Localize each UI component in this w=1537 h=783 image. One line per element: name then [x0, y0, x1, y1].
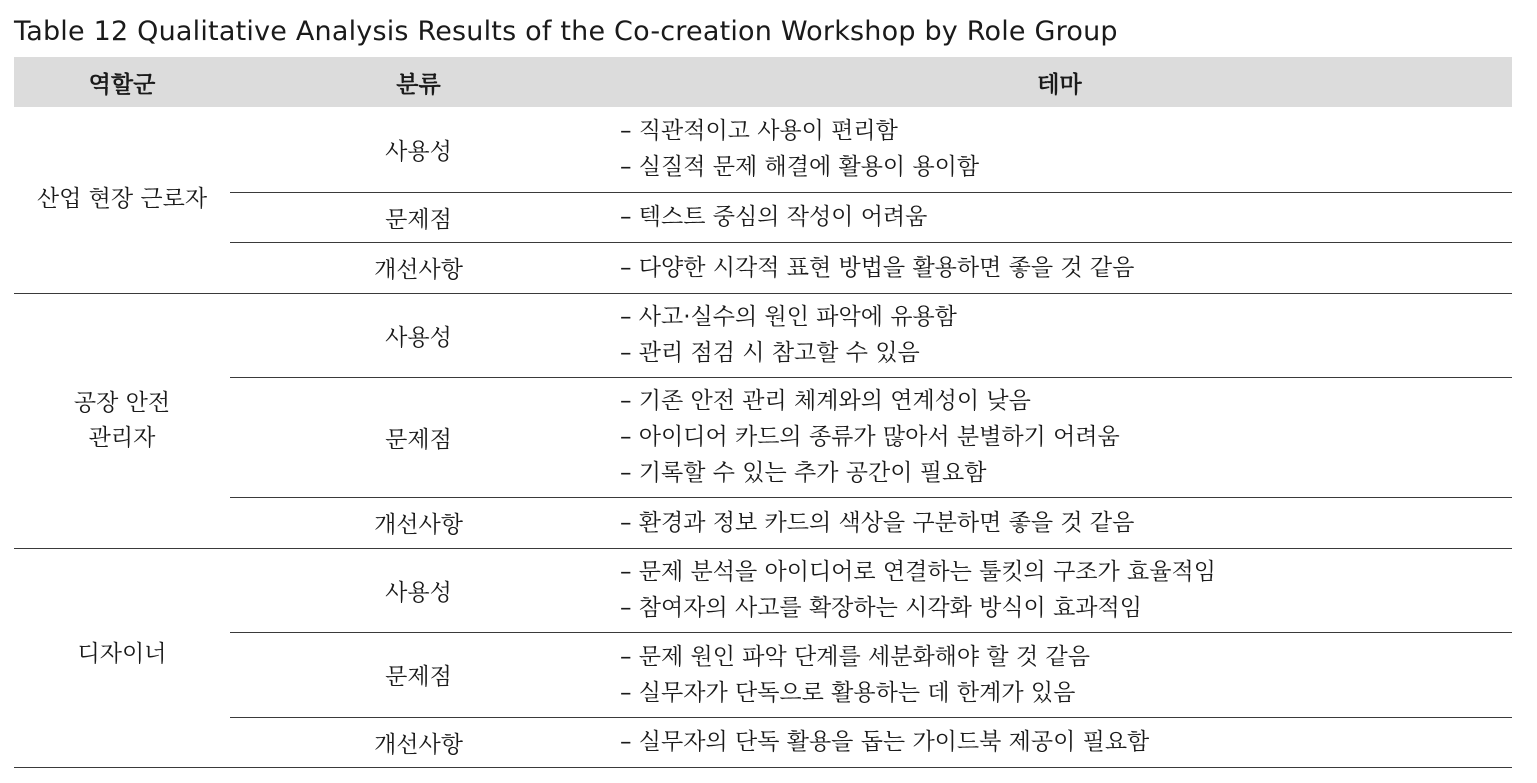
category-cell: 사용성	[230, 548, 607, 632]
table-row	[14, 717, 1512, 767]
theme-item: – 실무자의 단독 활용을 돕는 가이드북 제공이 필요함	[620, 729, 1150, 755]
theme-cell	[607, 497, 1512, 548]
theme-cell	[607, 548, 1512, 632]
header-category: 분류	[230, 57, 607, 107]
theme-cell	[607, 717, 1512, 767]
theme-item: – 기록할 수 있는 추가 공간이 필요함	[620, 460, 987, 486]
theme-cell	[607, 632, 1512, 717]
table-row	[14, 242, 1512, 293]
header-theme: 테마	[607, 57, 1512, 107]
theme-item: – 환경과 정보 카드의 색상을 구분하면 좋을 것 같음	[620, 509, 1135, 536]
theme-item: – 문제 원인 파악 단계를 세분화해야 할 것 같음	[620, 643, 1090, 670]
role-label: 디자이너	[77, 640, 167, 667]
theme-item: – 아이디어 카드의 종류가 많아서 분별하기 어려움	[620, 424, 1120, 450]
category-cell: 문제점	[230, 377, 607, 497]
theme-item: – 기존 안전 관리 체계와의 연계성이 낮음	[620, 388, 1031, 414]
analysis-table	[14, 57, 1512, 768]
theme-item: – 다양한 시각적 표현 방법을 활용하면 좋을 것 같음	[620, 254, 1135, 281]
theme-item: – 사고·실수의 원인 파악에 유용함	[620, 304, 957, 330]
category-cell: 개선사항	[230, 497, 607, 548]
category-cell: 개선사항	[230, 242, 607, 293]
table-row	[14, 497, 1512, 548]
theme-item: – 텍스트 중심의 작성이 어려움	[620, 204, 928, 230]
table-row	[14, 107, 1512, 192]
theme-cell	[607, 192, 1512, 242]
table-row	[14, 293, 1512, 377]
table-row	[14, 632, 1512, 717]
theme-cell	[607, 293, 1512, 377]
theme-item: – 실무자가 단독으로 활용하는 데 한계가 있음	[620, 679, 1076, 706]
theme-cell	[607, 377, 1512, 497]
table-header-row	[14, 57, 1512, 107]
theme-item: – 관리 점검 시 참고할 수 있음	[620, 340, 920, 366]
theme-item: – 참여자의 사고를 확장하는 시각화 방식이 효과적임	[620, 595, 1142, 621]
category-cell: 개선사항	[230, 717, 607, 767]
category-cell: 문제점	[230, 632, 607, 717]
table-row	[14, 377, 1512, 497]
table-caption: Table 12 Qualitative Analysis Results of the Co-creation Workshop by Role Group	[14, 16, 1118, 47]
category-cell: 사용성	[230, 107, 607, 192]
header-role: 역할군	[14, 57, 230, 107]
role-cell	[14, 107, 230, 293]
role-label-line: 공장 안전	[73, 389, 171, 416]
theme-item: – 실질적 문제 해결에 활용이 용이함	[620, 154, 980, 181]
theme-cell	[607, 242, 1512, 293]
table-row	[14, 548, 1512, 632]
theme-item: – 직관적이고 사용이 편리함	[620, 118, 898, 145]
table-row	[14, 192, 1512, 242]
theme-item: – 문제 분석을 아이디어로 연결하는 툴킷의 구조가 효율적임	[620, 559, 1216, 585]
category-cell: 사용성	[230, 293, 607, 377]
role-cell	[14, 293, 230, 548]
theme-cell	[607, 107, 1512, 192]
role-cell	[14, 548, 230, 767]
category-cell: 문제점	[230, 192, 607, 242]
role-label: 산업 현장 근로자	[36, 186, 208, 213]
role-label-line: 관리자	[88, 424, 156, 451]
